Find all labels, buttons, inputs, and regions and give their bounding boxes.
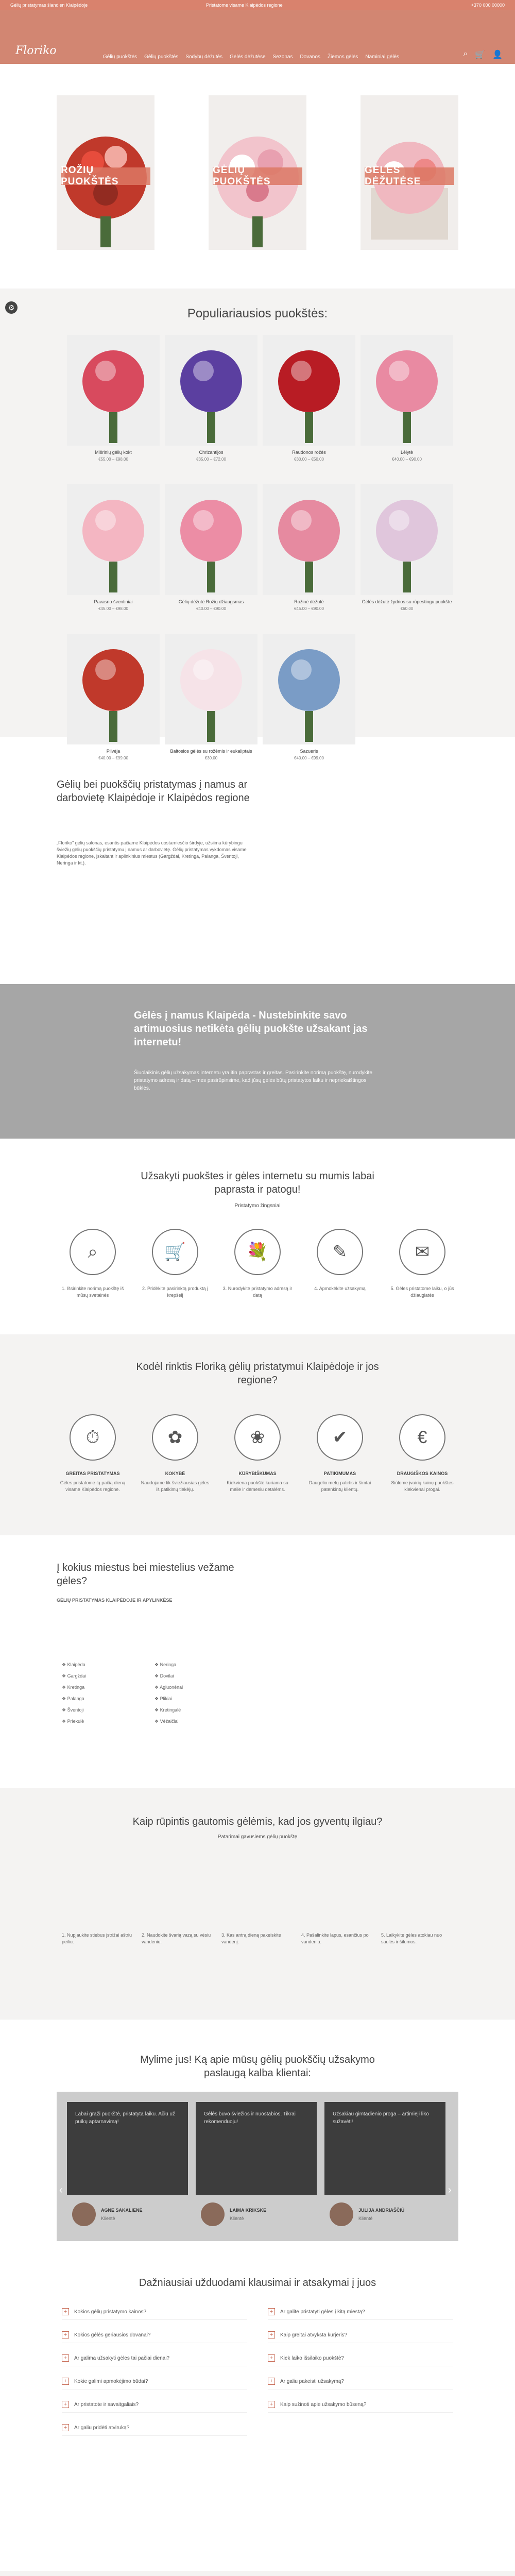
flower-shape [180, 500, 242, 562]
why-heading: PATIKIMUMAS [323, 1471, 356, 1476]
cart-icon[interactable]: 🛒 [475, 50, 486, 59]
category-roses[interactable] [57, 95, 154, 250]
top-bar [0, 0, 515, 10]
flower-stem [305, 412, 313, 443]
product-card[interactable] [360, 484, 453, 611]
logo[interactable]: Floriko [15, 44, 57, 57]
review-author: AGNE SAKALIENĖ [101, 2208, 143, 2213]
online-banner [0, 984, 515, 1139]
search-icon[interactable]: ⌕ [463, 49, 468, 58]
care-tip: 1. Nupjaukite stiebus įstrižai aštriu peiliu. [62, 1933, 132, 1944]
faq-question[interactable]: Ar galite pristatyti gėles į kitą miestą? [280, 2309, 365, 2315]
popular-title: Populiariausios puokštės: [187, 307, 328, 320]
product-price: €35.00 – €72.00 [196, 457, 226, 462]
product-name[interactable]: Rožinė dėžutė [294, 599, 324, 604]
top-bar-phone[interactable]: +370 000 00000 [471, 3, 505, 8]
banner-text: Šiuolaikinis gėlių užsakymas internetu yra itin paprastas ir greitas. Pasirinkite norimą puokštę, nurodykite pristatymo adresą ir datą – mes pasirūpinsime, kad jūsų gėlės būtų pristatytos laiku ir nepriekaištingos būklės. [134, 1070, 372, 1091]
product-card[interactable] [67, 335, 160, 462]
care-tip: 2. Naudokite švarią vazą su vėsiu vandeniu. [142, 1933, 211, 1944]
nav-item[interactable]: Sodybų dėžutės [185, 54, 223, 60]
about-section [0, 2571, 515, 2576]
care-tip: 4. Pašalinkite lapus, esančius po vandeniu. [301, 1933, 369, 1944]
nav-item[interactable]: Naminiai gėlės [365, 54, 399, 60]
faq-item[interactable] [62, 2401, 247, 2413]
care-subtitle: Patarimai gavusiems gėlių puokštę [217, 1834, 298, 1840]
city-item: ❖ Kretinga [62, 1685, 85, 1690]
accessibility-icon[interactable]: ⚙ [5, 301, 18, 314]
intro-text: „Floriko" gėlių salonas, esantis pačiame Klaipėdos uostamiesčio širdyje, užsiima kūrybingu šviežių gėlių puokščių pristatymu į namus ar darbovietę. Gėlių pristatymas vykdomas visame Klaipėdos regione, įskaitant ir aplinkinius miestus (Gargždai, Kretinga, Palanga, Šventoji, Neringa ir kt.). [57, 840, 247, 866]
flower-shape [82, 649, 144, 711]
cities-subtitle: GĖLIŲ PRISTATYMAS KLAIPĖDOJE IR APYLINKĖSE [57, 1598, 173, 1603]
step-text: 3. Nurodykite pristatymo adresą ir datą [222, 1286, 293, 1298]
why-icon: € [399, 1414, 445, 1461]
flower-shape [278, 350, 340, 412]
faq-question[interactable]: Kokios gėlių pristatymo kainos? [74, 2309, 147, 2315]
flower-highlight [389, 361, 409, 381]
next-arrow-icon[interactable]: › [448, 2184, 452, 2196]
review-author: LAIMA KRIKSKE [230, 2208, 267, 2213]
plus-icon[interactable]: + [268, 2354, 275, 2362]
flower-shape [180, 649, 242, 711]
review-text: Užsakiau gimtadienio proga – artimieji liko sužavėti! [333, 2111, 429, 2125]
nav-item[interactable]: Dovanos [300, 54, 320, 60]
reviews-title: Mylime jus! Ką apie mūsų gėlių puokščių užsakymo paslaugą kalba klientai: [140, 2054, 375, 2079]
product-name[interactable]: Sazueris [300, 749, 318, 754]
step-text: 2. Pridėkite pasirinktą produktą į krepšelį [142, 1286, 209, 1298]
prev-arrow-icon[interactable]: ‹ [59, 2184, 63, 2196]
why-heading: KŪRYBIŠKUMAS [238, 1471, 277, 1476]
product-name[interactable]: Pilvėja [106, 749, 121, 754]
flower-highlight [95, 510, 116, 531]
product-image[interactable] [360, 484, 453, 595]
why-text: Daugelio metų patirtis ir šimtai patenkintų klientų. [308, 1480, 371, 1492]
city-item: ❖ Vėžaičiai [154, 1719, 179, 1724]
faq-item[interactable] [268, 2378, 453, 2389]
flower-stem [403, 412, 411, 443]
why-heading: DRAUGIŠKOS KAINOS [397, 1471, 448, 1476]
city-item: ❖ Agluonėnai [154, 1685, 183, 1690]
review-role: Klientė [101, 2216, 115, 2221]
nav-item[interactable]: Gėlių puokštės [144, 54, 179, 60]
product-card[interactable] [165, 484, 258, 611]
product-card[interactable] [67, 634, 160, 760]
product-card[interactable] [67, 484, 160, 611]
review-author: JULIJA ANDRIAŠČIŪ [358, 2208, 405, 2213]
faq-item[interactable] [62, 2308, 247, 2320]
flower-highlight [389, 510, 409, 531]
plus-icon[interactable]: + [62, 2424, 69, 2431]
product-card[interactable] [360, 335, 453, 462]
why-text: Kiekviena puokštė kuriama su meile ir dėmesiu detalėms. [227, 1480, 288, 1492]
flower-stem [305, 562, 313, 592]
care-tip: 5. Laikykite gėles atokiau nuo saulės ir šilumos. [381, 1933, 442, 1944]
flower-highlight [193, 659, 214, 680]
city-item: ❖ Dovilai [154, 1673, 174, 1679]
banner-title: Gėlės į namus Klaipėda - Nustebinkite savo artimuosius netikėta gėlių puokšte užsakant jas internetu! [134, 1010, 368, 1048]
review-role: Klientė [358, 2216, 373, 2221]
plus-icon[interactable]: + [268, 2308, 275, 2315]
faq-item[interactable] [268, 2354, 453, 2366]
product-price: €40.00 – €99.00 [98, 756, 128, 760]
flower-highlight [291, 510, 312, 531]
city-item: ❖ Klaipėda [62, 1662, 85, 1667]
step-text: 1. Išsirinkite norimą puokštę iš mūsų svetainės [61, 1286, 124, 1298]
top-bar-left: Gėlių pristatymas šiandien Klaipėdoje [10, 3, 88, 8]
why-text: Naudojame tik šviežiausias gėles iš patikimų tiekėjų. [141, 1480, 210, 1492]
intro-title: Gėlių bei puokščių pristatymas į namus ar darbovietę Klaipėdoje ir Klaipėdos regione [57, 779, 250, 804]
why-icon: ⏱ [70, 1414, 116, 1461]
flower-stem [109, 412, 117, 443]
product-name[interactable]: Pavasrio šventiniai [94, 599, 133, 604]
faq-question[interactable]: Kiek laiko išsilaiko puokštė? [280, 2355, 344, 2361]
plus-icon[interactable]: + [268, 2378, 275, 2385]
city-item: ❖ Šventoji [62, 1707, 84, 1713]
faq-item[interactable] [62, 2331, 247, 2343]
plus-icon[interactable]: + [268, 2331, 275, 2338]
product-card[interactable] [263, 484, 355, 611]
category-label: GĖLIŲ PUOKŠTĖS [213, 167, 302, 185]
flower-shape [376, 500, 438, 562]
faq-item[interactable] [62, 2424, 247, 2436]
avatar [201, 2202, 225, 2226]
faq-question[interactable]: Kaip greitai atvyksta kurjeris? [280, 2332, 348, 2338]
avatar [330, 2202, 353, 2226]
plus-icon[interactable]: + [62, 2401, 69, 2408]
faq-question[interactable]: Kokios gėlės geriausios dovanai? [74, 2332, 151, 2338]
product-name[interactable]: Raudonos rožės [292, 450, 326, 455]
header-icons [463, 49, 503, 60]
faq-item[interactable] [268, 2331, 453, 2343]
product-name[interactable]: Baltosios gėlės su rožėmis ir eukaliptais [170, 749, 252, 754]
flower-highlight [291, 361, 312, 381]
flower-highlight [95, 361, 116, 381]
why-heading: KOKYBĖ [165, 1471, 185, 1476]
product-image[interactable] [165, 634, 258, 744]
product-image[interactable] [165, 335, 258, 446]
cities-title: Į kokius miestus bei miestelius vežame gėles? [57, 1562, 234, 1587]
city-item: ❖ Plikiai [154, 1696, 173, 1701]
city-item: ❖ Kretingalė [154, 1707, 181, 1713]
step-icon: ✉ [399, 1229, 445, 1275]
faq-item[interactable] [62, 2378, 247, 2389]
top-bar-center: Pristatome visame Klaipėdos regione [206, 3, 283, 8]
plus-icon[interactable]: + [62, 2331, 69, 2338]
category-boxes[interactable] [360, 95, 458, 250]
why-heading: GREITAS PRISTATYMAS [65, 1471, 120, 1476]
flower-shape [278, 500, 340, 562]
faq-question[interactable]: Kokie galimi apmokėjimo būdai? [74, 2378, 148, 2384]
review-card [67, 2102, 188, 2195]
step-icon: 🛒 [152, 1229, 198, 1275]
city-item: ❖ Gargždai [62, 1673, 87, 1679]
order-subtitle: Pristatymo žingsniai [234, 1203, 281, 1209]
why-text: Siūlome įvairių kainų puokštes kiekvienai progai. [391, 1480, 454, 1492]
faq-title: Dažniausiai užduodami klausimai ir atsakymai į juos [139, 2277, 376, 2289]
product-card[interactable] [263, 634, 355, 760]
product-image[interactable] [360, 335, 453, 446]
flower-highlight [95, 659, 116, 680]
care-title: Kaip rūpintis gautomis gėlėmis, kad jos gyventų ilgiau? [132, 1816, 383, 1827]
product-card[interactable] [165, 634, 258, 760]
avatar [72, 2202, 96, 2226]
flower-highlight [193, 510, 214, 531]
care-tip: 3. Kas antrą dieną pakeiskite vandenį. [221, 1933, 281, 1944]
plus-icon[interactable]: + [62, 2378, 69, 2385]
product-price: €55.00 – €98.00 [98, 457, 128, 462]
plus-icon[interactable]: + [62, 2354, 69, 2362]
review-card [324, 2102, 445, 2195]
flower-shape [278, 649, 340, 711]
product-image[interactable] [67, 335, 160, 446]
main-nav [103, 54, 399, 60]
product-price: €40.00 – €90.00 [392, 457, 422, 462]
product-price: €30.00 [204, 756, 218, 760]
user-icon[interactable]: 👤 [492, 50, 503, 59]
product-price: €45.00 – €98.00 [98, 606, 128, 611]
step-text: 5. Gėles pristatome laiku, o jūs džiaugiatės [390, 1286, 454, 1298]
product-image[interactable] [67, 634, 160, 744]
product-price: €60.00 [400, 606, 414, 611]
flower-shape [180, 350, 242, 412]
product-price: €30.00 – €50.00 [294, 457, 324, 462]
flower-stem [207, 562, 215, 592]
flower-stem [109, 562, 117, 592]
product-price: €40.00 – €99.00 [294, 756, 324, 760]
product-name[interactable]: Gėlių dėžutė Rožių džiaugsmas [178, 599, 244, 604]
product-card[interactable] [263, 335, 355, 462]
category-bouquets[interactable] [209, 95, 306, 250]
review-text: Labai graži puokštė, pristatyta laiku. Ačiū už puikų aptarnavimą! [75, 2111, 175, 2125]
faq-item[interactable] [62, 2354, 247, 2366]
faq-item[interactable] [268, 2308, 453, 2320]
step-text: 4. Apmokėkite užsakymą [314, 1286, 366, 1291]
product-name[interactable]: Chrizantijos [199, 450, 224, 455]
flower-stem [207, 711, 215, 742]
flower-stem [109, 711, 117, 742]
product-image[interactable] [263, 484, 355, 595]
review-card [196, 2102, 317, 2195]
faq-question[interactable]: Ar galiu pridėti atviruką? [74, 2425, 130, 2431]
product-image[interactable] [263, 634, 355, 744]
step-icon: ✎ [317, 1229, 363, 1275]
why-title: Kodėl rinktis Floriką gėlių pristatymui Klaipėdoje ir jos regione? [136, 1361, 379, 1386]
flower-highlight [291, 659, 312, 680]
nav-item[interactable]: Gėlės dėžutėse [230, 54, 266, 60]
faq-item[interactable] [268, 2401, 453, 2413]
why-icon: ❀ [234, 1414, 281, 1461]
faq-question[interactable]: Ar galima užsakyti gėles tai pačiai dienai? [74, 2355, 170, 2361]
faq-question[interactable]: Ar pristatote ir savaitgaliais? [74, 2401, 139, 2408]
why-icon: ✔ [317, 1414, 363, 1461]
product-image[interactable] [67, 484, 160, 595]
plus-icon[interactable]: + [268, 2401, 275, 2408]
flower-stem [207, 412, 215, 443]
flower-highlight [193, 361, 214, 381]
nav-item[interactable]: Gėlių puokštės [103, 54, 138, 60]
product-name[interactable]: Gėlės dėžutė žydrios su rūpestingu puokšte [362, 599, 452, 604]
product-name[interactable]: Mišrinių gėlių kokt [95, 450, 132, 455]
review-text: Gėlės buvo šviežios ir nuostabios. Tikrai rekomenduoju! [204, 2111, 296, 2125]
product-price: €45.00 – €90.00 [294, 606, 324, 611]
why-icon: ✿ [152, 1414, 198, 1461]
faq-question[interactable]: Ar galiu pakeisti užsakymą? [280, 2378, 344, 2384]
product-card[interactable] [165, 335, 258, 462]
step-icon: 💐 [234, 1229, 281, 1275]
product-image[interactable] [263, 335, 355, 446]
why-text: Gėles pristatome tą pačią dieną visame Klaipėdos regione. [60, 1480, 126, 1492]
category-label: GĖLĖS DĖŽUTĖSE [365, 167, 454, 185]
city-item: ❖ Priekulė [62, 1719, 84, 1724]
city-item: ❖ Neringa [154, 1662, 177, 1667]
category-label: ROŽIŲ PUOKŠTĖS [61, 167, 150, 185]
product-price: €40.00 – €90.00 [196, 606, 226, 611]
nav-item[interactable]: Žiemos gėlės [327, 54, 358, 60]
plus-icon[interactable]: + [62, 2308, 69, 2315]
review-role: Klientė [230, 2216, 244, 2221]
flower-shape [376, 350, 438, 412]
flower-stem [305, 711, 313, 742]
flower-stem [403, 562, 411, 592]
city-item: ❖ Palanga [62, 1696, 84, 1701]
order-title: Užsakyti puokštes ir gėles internetu su mumis labai paprasta ir patogu! [141, 1171, 374, 1195]
product-name[interactable]: Lėlytė [400, 450, 414, 455]
step-icon: ⌕ [70, 1229, 116, 1275]
nav-item[interactable]: Sezonas [272, 54, 293, 60]
flower-shape [82, 500, 144, 562]
flower-shape [82, 350, 144, 412]
faq-question[interactable]: Kaip sužinoti apie užsakymo būseną? [280, 2401, 367, 2408]
product-image[interactable] [165, 484, 258, 595]
